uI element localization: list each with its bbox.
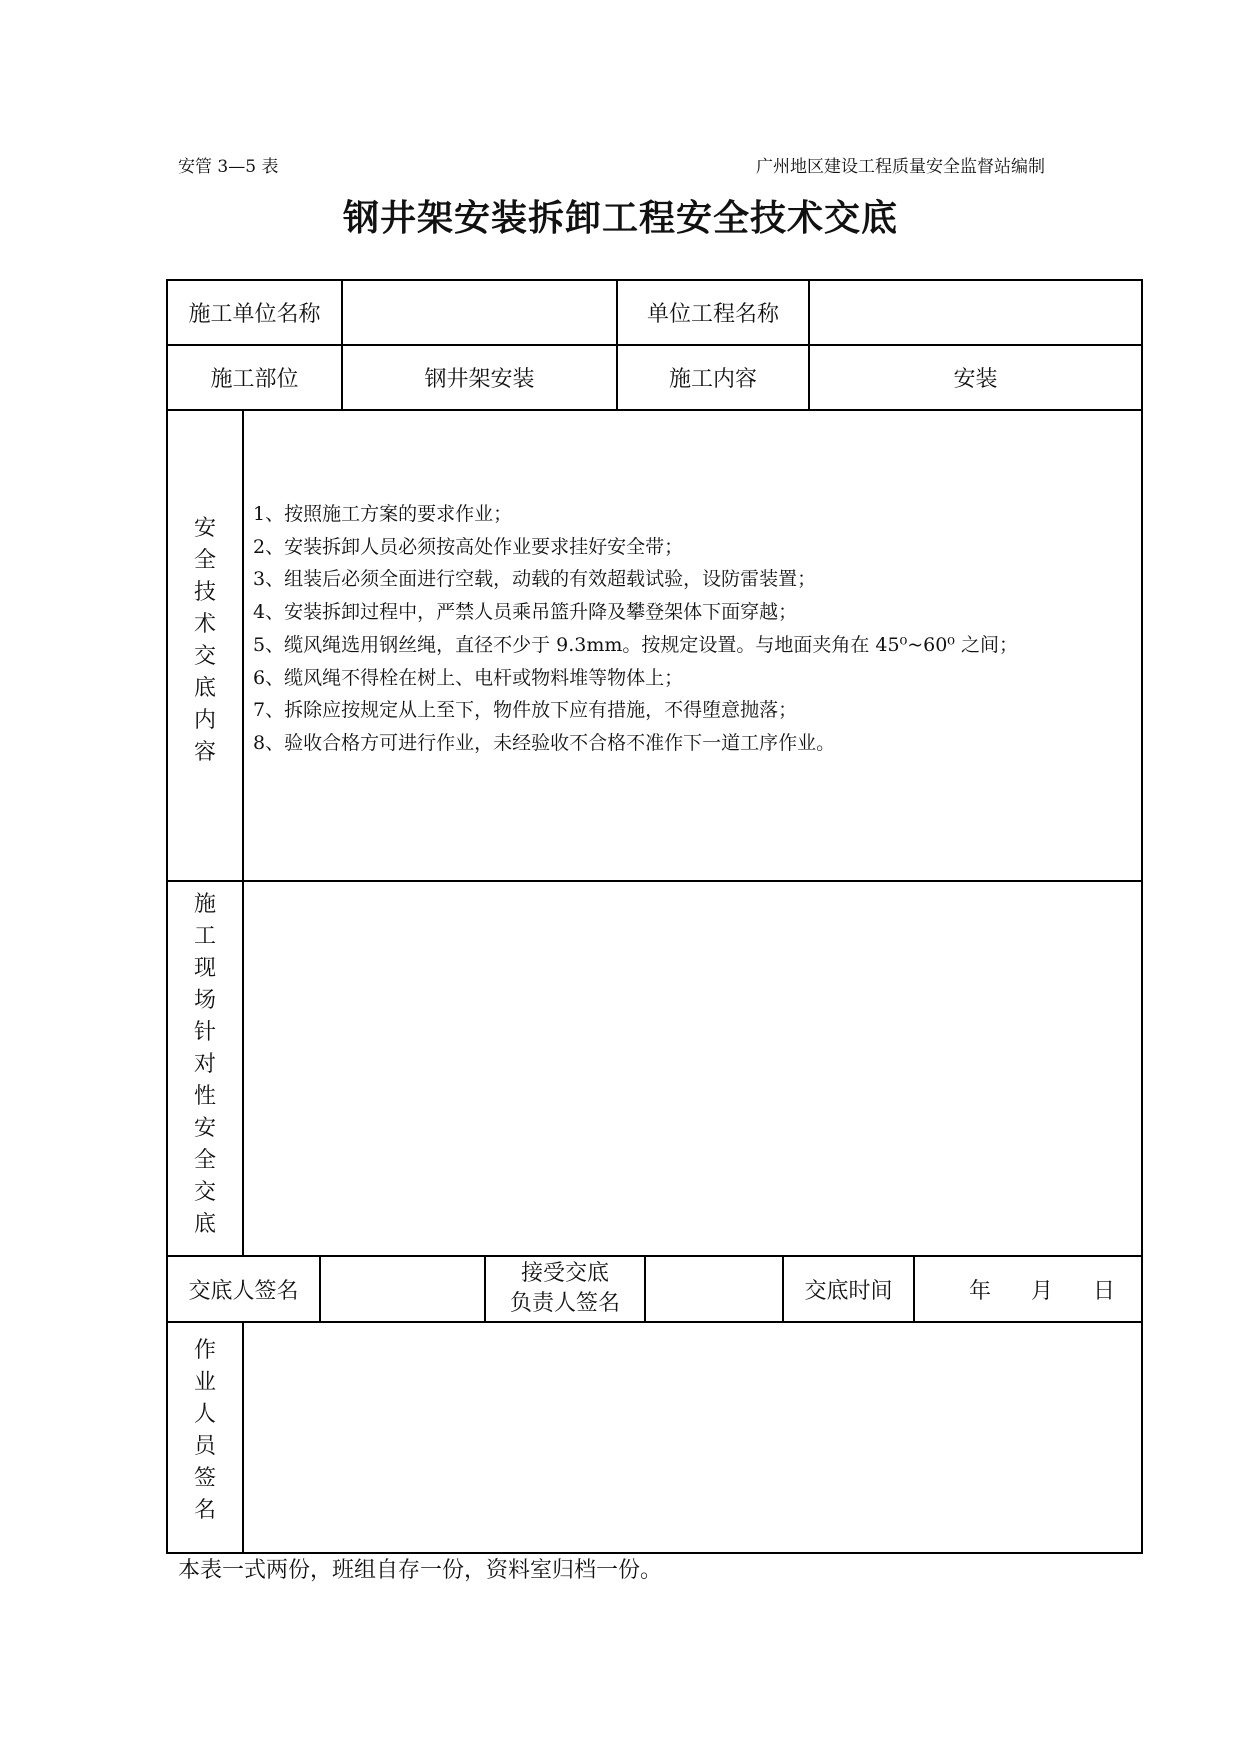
receiver-label-line2: 负责人签名	[509, 1291, 620, 1316]
site-specific-label-char: 底	[193, 1212, 216, 1237]
site-specific-label-char: 针	[193, 1020, 216, 1045]
construction-content-label: 施工内容	[668, 367, 757, 392]
site-specific-label-char: 现	[193, 956, 216, 981]
location-label: 施工部位	[210, 367, 299, 392]
receiver-signature-label	[486, 1257, 644, 1321]
page-title: 钢井架安装拆卸工程安全技术交底	[342, 197, 898, 239]
receiver-signature-field[interactable]	[646, 1257, 782, 1321]
safety-content-label-char: 底	[193, 676, 216, 701]
workers-signature-label-char: 人	[193, 1402, 216, 1427]
site-specific-label-char: 施	[193, 892, 216, 917]
list-item: 2、安装拆卸人员必须按高处作业要求挂好安全带；	[253, 535, 684, 558]
list-item: 6、缆风绳不得栓在树上、电杆或物料堆等物体上；	[253, 666, 684, 689]
workers-signature-label	[185, 1335, 225, 1527]
safety-content-label-char: 术	[193, 612, 216, 637]
issuer-text: 广州地区建设工程质量安全监督站编制	[756, 157, 1045, 177]
site-specific-label-char: 交	[193, 1180, 216, 1205]
briefer-signature-field[interactable]	[321, 1257, 484, 1321]
workers-signature-field[interactable]	[244, 1323, 1141, 1552]
receiver-label-line1: 接受交底	[520, 1261, 609, 1286]
list-item: 8、验收合格方可进行作业，未经验收不合格不准作下一道工序作业。	[253, 731, 836, 754]
site-specific-label	[185, 889, 225, 1241]
safety-content-label-char: 全	[193, 548, 216, 573]
safety-content-label	[185, 513, 225, 769]
project-name-field[interactable]	[810, 281, 1141, 344]
day-label: 日	[1093, 1279, 1116, 1304]
safety-content-label-char: 交	[193, 644, 216, 669]
location-field[interactable]: 钢井架安装	[424, 367, 535, 392]
briefer-signature-label: 交底人签名	[188, 1278, 299, 1304]
site-specific-label-char: 工	[193, 924, 216, 949]
safety-content-label-char: 安	[193, 516, 216, 541]
list-item: 1、按照施工方案的要求作业；	[253, 503, 513, 525]
year-label: 年	[969, 1279, 992, 1304]
list-item: 3、组装后必须全面进行空载，动载的有效超载试验，设防雷装置；	[253, 568, 817, 591]
workers-signature-label-char: 业	[193, 1370, 216, 1395]
form-code: 安管 3—5 表	[178, 157, 279, 177]
list-item: 7、拆除应按规定从上至下，物件放下应有措施，不得堕意抛落；	[253, 699, 798, 722]
project-name-label: 单位工程名称	[646, 302, 779, 327]
site-specific-label-char: 全	[193, 1148, 216, 1173]
site-specific-label-char: 安	[193, 1116, 216, 1141]
unit-name-label: 施工单位名称	[188, 302, 321, 327]
safety-content-list	[253, 498, 1018, 760]
workers-signature-label-char: 作	[193, 1338, 216, 1363]
site-specific-label-char: 性	[193, 1084, 216, 1109]
safety-content-label-char: 容	[193, 740, 216, 765]
month-label: 月	[1031, 1279, 1054, 1304]
briefing-time-label: 交底时间	[804, 1278, 893, 1304]
workers-signature-label-char: 名	[193, 1498, 216, 1523]
list-item: 5、缆风绳选用钢丝绳，直径不少于 9.3mm。按规定设置。与地面夹角在 45⁰~60⁰ 之间；	[253, 633, 1018, 656]
safety-content-label-char: 技	[193, 580, 216, 605]
list-item: 4、安装拆卸过程中，严禁人员乘吊篮升降及攀登架体下面穿越；	[253, 601, 798, 624]
workers-signature-label-char: 员	[193, 1434, 216, 1459]
site-specific-label-char: 场	[193, 988, 216, 1013]
workers-signature-label-char: 签	[193, 1466, 216, 1491]
site-specific-field[interactable]	[244, 882, 1141, 1255]
unit-name-field[interactable]	[343, 281, 616, 344]
briefing-time-field[interactable]	[915, 1257, 1141, 1321]
footer-note: 本表一式两份，班组自存一份，资料室归档一份。	[178, 1558, 663, 1583]
site-specific-label-char: 对	[193, 1052, 216, 1077]
safety-content-label-char: 内	[193, 708, 216, 733]
construction-content-field[interactable]: 安装	[953, 367, 998, 392]
